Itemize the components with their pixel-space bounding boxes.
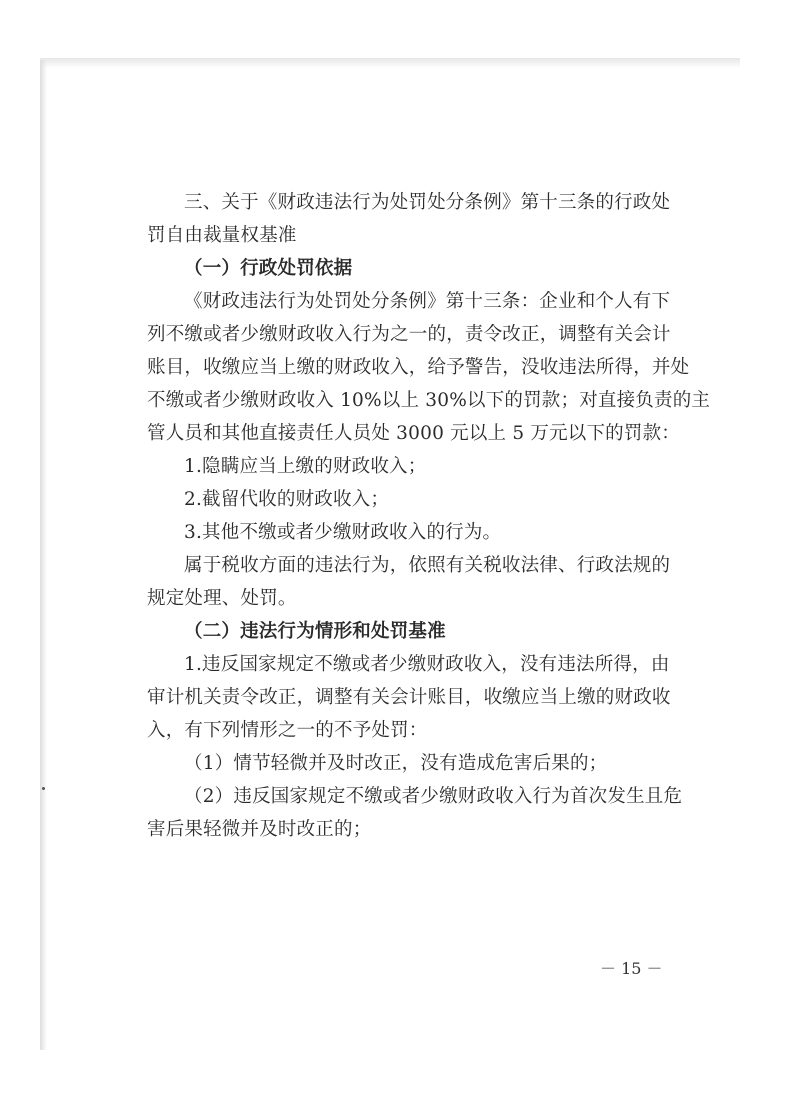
subsection-heading-basis: （一）行政处罚依据 — [184, 258, 353, 279]
paragraph-line: 《财政违法行为处罚处分条例》第十三条：企业和个人有下 — [184, 291, 671, 312]
paragraph-line: 1.违反国家规定不缴或者少缴财政收入，没有违法所得，由 — [184, 654, 670, 675]
document-body — [147, 186, 711, 846]
paragraph-line: 入，有下列情形之一的不予处罚： — [147, 720, 428, 741]
paragraph-line: 审计机关责令改正，调整有关会计账目，收缴应当上缴的财政收 — [147, 687, 671, 708]
page-number: － 15 － — [600, 959, 663, 978]
paragraph-line: 属于税收方面的违法行为，依照有关税收法律、行政法规的 — [184, 555, 671, 576]
paragraph-line: 规定处理、处罚。 — [147, 588, 297, 609]
paragraph-line: 账目，收缴应当上缴的财政收入，给予警告，没收违法所得，并处 — [147, 357, 690, 378]
list-item: 1.隐瞒应当上缴的财政收入； — [184, 456, 427, 477]
list-item: 2.截留代收的财政收入； — [184, 489, 390, 510]
paragraph-line: 列不缴或者少缴财政收入行为之一的，责令改正，调整有关会计 — [147, 324, 671, 345]
subsection-heading-standards: （二）违法行为情形和处罚基准 — [184, 621, 446, 642]
paragraph-line: 管人员和其他直接责任人员处 3000 元以上 5 万元以下的罚款： — [147, 423, 680, 444]
scan-speck — [42, 787, 45, 790]
paragraph-line: 不缴或者少缴财政收入 10%以上 30%以下的罚款；对直接负责的主 — [147, 390, 711, 411]
list-item-continuation: 害后果轻微并及时改正的； — [147, 819, 372, 840]
scan-edge-left — [40, 60, 47, 1050]
list-item: （1）情节轻微并及时改正，没有造成危害后果的； — [184, 753, 608, 774]
list-item: （2）违反国家规定不缴或者少缴财政收入行为首次发生且危 — [184, 786, 683, 807]
section-heading-line-2: 罚自由裁量权基准 — [147, 225, 297, 246]
scan-edge-top — [40, 58, 740, 68]
section-heading-line-1: 三、关于《财政违法行为处罚处分条例》第十三条的行政处 — [184, 192, 671, 213]
list-item: 3.其他不缴或者少缴财政收入的行为。 — [184, 522, 502, 543]
